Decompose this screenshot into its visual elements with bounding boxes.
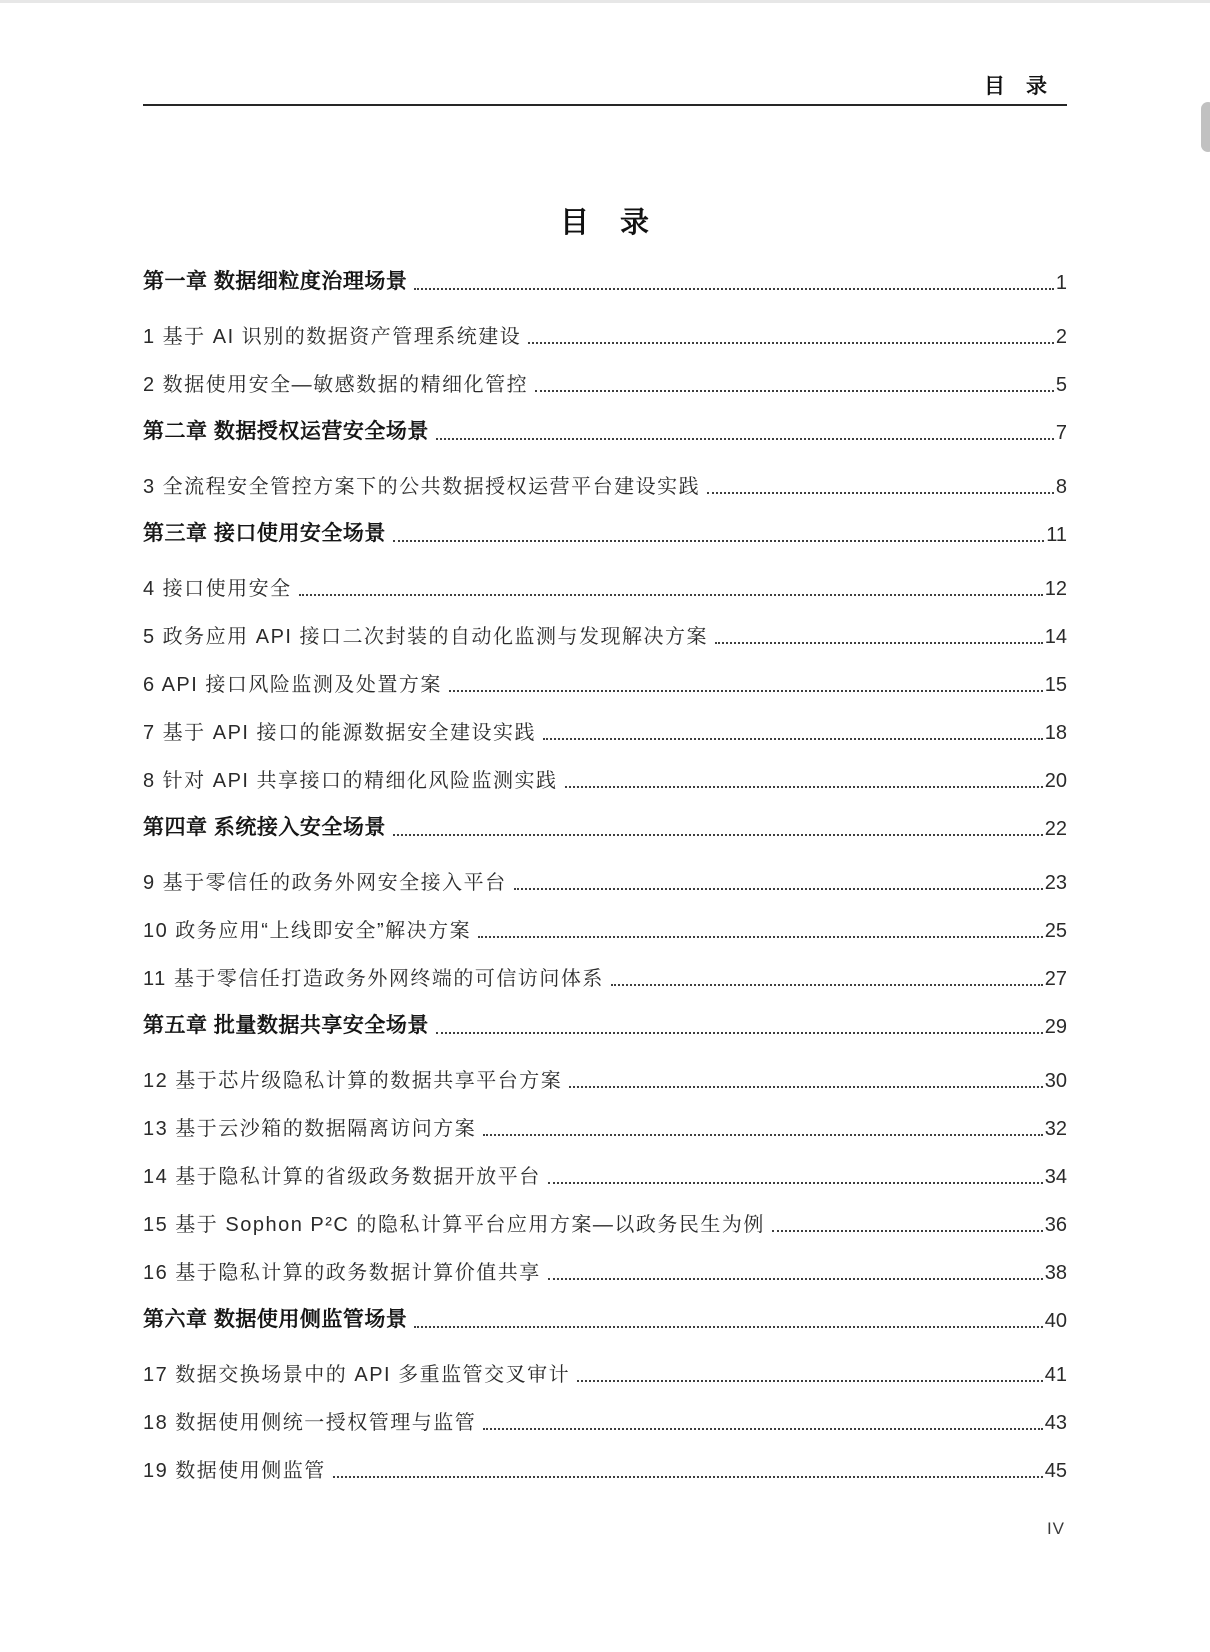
- toc-entry[interactable]: [143, 1257, 1067, 1285]
- toc-entry-label: 8 针对 API 共享接口的精细化风险监测实践: [143, 770, 558, 792]
- toc-entry-label: 第二章 数据授权运营安全场景: [143, 420, 429, 443]
- toc-entry-page: 1: [1055, 272, 1067, 294]
- toc-entry[interactable]: [143, 1065, 1067, 1093]
- dotted-leader: [414, 1326, 1042, 1328]
- toc-entry-label: 4 接口使用安全: [143, 578, 292, 600]
- dotted-leader: [577, 1380, 1043, 1382]
- table-of-contents: [143, 267, 1067, 1483]
- toc-entry-page: 11: [1046, 524, 1067, 546]
- toc-entry-label: 16 基于隐私计算的政务数据计算价值共享: [143, 1262, 541, 1284]
- toc-entry-page: 36: [1044, 1214, 1067, 1236]
- toc-entry-label: 17 数据交换场景中的 API 多重监管交叉审计: [143, 1364, 571, 1386]
- toc-entry-page: 8: [1055, 476, 1067, 498]
- toc-entry[interactable]: [143, 1455, 1067, 1483]
- dotted-leader: [548, 1182, 1043, 1184]
- toc-entry-page: 32: [1044, 1118, 1067, 1140]
- toc-entry[interactable]: [143, 963, 1067, 991]
- toc-entry-label: 第四章 系统接入安全场景: [143, 816, 386, 839]
- toc-entry-label: 5 政务应用 API 接口二次封装的自动化监测与发现解决方案: [143, 626, 709, 648]
- toc-entry-page: 7: [1055, 422, 1067, 444]
- toc-entry-page: 18: [1044, 722, 1067, 744]
- dotted-leader: [565, 786, 1043, 788]
- running-header-title: 目 录: [984, 75, 1047, 98]
- toc-entry-label: 12 基于芯片级隐私计算的数据共享平台方案: [143, 1070, 563, 1092]
- toc-entry[interactable]: [143, 471, 1067, 499]
- toc-entry[interactable]: [143, 765, 1067, 793]
- toc-entry-label: 14 基于隐私计算的省级政务数据开放平台: [143, 1166, 541, 1188]
- toc-entry-label: 18 数据使用侧统一授权管理与监管: [143, 1412, 477, 1434]
- toc-entry-page: 23: [1044, 872, 1067, 894]
- toc-entry-label: 10 政务应用“上线即安全”解决方案: [143, 920, 472, 942]
- dotted-leader: [414, 288, 1054, 290]
- toc-entry[interactable]: [143, 867, 1067, 895]
- toc-entry[interactable]: [143, 1407, 1067, 1435]
- toc-entry[interactable]: [143, 417, 1067, 445]
- dotted-leader: [715, 642, 1043, 644]
- toc-entry-label: 第五章 批量数据共享安全场景: [143, 1014, 429, 1037]
- toc-entry-page: 5: [1055, 374, 1067, 396]
- toc-entry-page: 12: [1044, 578, 1067, 600]
- toc-entry-page: 30: [1044, 1070, 1067, 1092]
- toc-entry-page: 34: [1044, 1166, 1067, 1188]
- toc-entry-page: 20: [1044, 770, 1067, 792]
- toc-entry[interactable]: [143, 813, 1067, 841]
- dotted-leader: [707, 492, 1054, 494]
- toc-entry-page: 45: [1044, 1460, 1067, 1482]
- toc-entry-page: 41: [1044, 1364, 1067, 1386]
- toc-entry[interactable]: [143, 915, 1067, 943]
- dotted-leader: [772, 1230, 1043, 1232]
- toc-entry-page: 14: [1044, 626, 1067, 648]
- page-title: 目 录: [559, 207, 650, 239]
- toc-entry[interactable]: [143, 1161, 1067, 1189]
- toc-entry[interactable]: [143, 267, 1067, 295]
- toc-entry-page: 29: [1044, 1016, 1067, 1038]
- dotted-leader: [483, 1134, 1042, 1136]
- dotted-leader: [436, 438, 1054, 440]
- toc-entry-label: 3 全流程安全管控方案下的公共数据授权运营平台建设实践: [143, 476, 701, 498]
- dotted-leader: [393, 540, 1044, 542]
- dotted-leader: [611, 984, 1043, 986]
- toc-entry[interactable]: [143, 621, 1067, 649]
- dotted-leader: [478, 936, 1043, 938]
- toc-entry-page: 40: [1044, 1310, 1067, 1332]
- toc-entry-label: 11 基于零信任打造政务外网终端的可信访问体系: [143, 968, 604, 990]
- dotted-leader: [299, 594, 1043, 596]
- dotted-leader: [333, 1476, 1043, 1478]
- toc-entry[interactable]: [143, 1011, 1067, 1039]
- toc-entry[interactable]: [143, 669, 1067, 697]
- dotted-leader: [436, 1032, 1043, 1034]
- toc-entry-label: 第六章 数据使用侧监管场景: [143, 1308, 408, 1331]
- toc-entry[interactable]: [143, 1359, 1067, 1387]
- dotted-leader: [548, 1278, 1043, 1280]
- toc-entry-page: 15: [1044, 674, 1067, 696]
- dotted-leader: [514, 888, 1043, 890]
- dotted-leader: [483, 1428, 1042, 1430]
- dotted-leader: [393, 834, 1043, 836]
- viewport-top-edge: [0, 0, 1210, 3]
- toc-entry[interactable]: [143, 1305, 1067, 1333]
- toc-entry-label: 第一章 数据细粒度治理场景: [143, 270, 408, 293]
- toc-entry-label: 第三章 接口使用安全场景: [143, 522, 386, 545]
- toc-entry[interactable]: [143, 717, 1067, 745]
- page-number-footer: IV: [1046, 1519, 1065, 1538]
- toc-entry-label: 9 基于零信任的政务外网安全接入平台: [143, 872, 507, 894]
- toc-entry[interactable]: [143, 573, 1067, 601]
- toc-entry-page: 27: [1044, 968, 1067, 990]
- toc-entry[interactable]: [143, 369, 1067, 397]
- dotted-leader: [543, 738, 1043, 740]
- dotted-leader: [535, 390, 1054, 392]
- toc-entry[interactable]: [143, 519, 1067, 547]
- toc-entry[interactable]: [143, 321, 1067, 349]
- scrollbar-thumb[interactable]: [1201, 102, 1210, 152]
- dotted-leader: [528, 342, 1054, 344]
- page-header: [143, 0, 1067, 106]
- toc-entry-label: 2 数据使用安全—敏感数据的精细化管控: [143, 374, 529, 396]
- toc-entry-page: 25: [1044, 920, 1067, 942]
- toc-entry-page: 22: [1044, 818, 1067, 840]
- dotted-leader: [569, 1086, 1042, 1088]
- toc-entry-label: 6 API 接口风险监测及处置方案: [143, 674, 442, 696]
- toc-entry[interactable]: [143, 1209, 1067, 1237]
- toc-entry[interactable]: [143, 1113, 1067, 1141]
- toc-entry-label: 13 基于云沙箱的数据隔离访问方案: [143, 1118, 477, 1140]
- toc-entry-page: 43: [1044, 1412, 1067, 1434]
- toc-entry-label: 19 数据使用侧监管: [143, 1460, 326, 1482]
- toc-entry-label: 1 基于 AI 识别的数据资产管理系统建设: [143, 326, 522, 348]
- dotted-leader: [449, 690, 1043, 692]
- toc-entry-label: 7 基于 API 接口的能源数据安全建设实践: [143, 722, 537, 744]
- toc-entry-page: 2: [1055, 326, 1067, 348]
- toc-entry-page: 38: [1044, 1262, 1067, 1284]
- toc-entry-label: 15 基于 Sophon P²C 的隐私计算平台应用方案—以政务民生为例: [143, 1214, 765, 1236]
